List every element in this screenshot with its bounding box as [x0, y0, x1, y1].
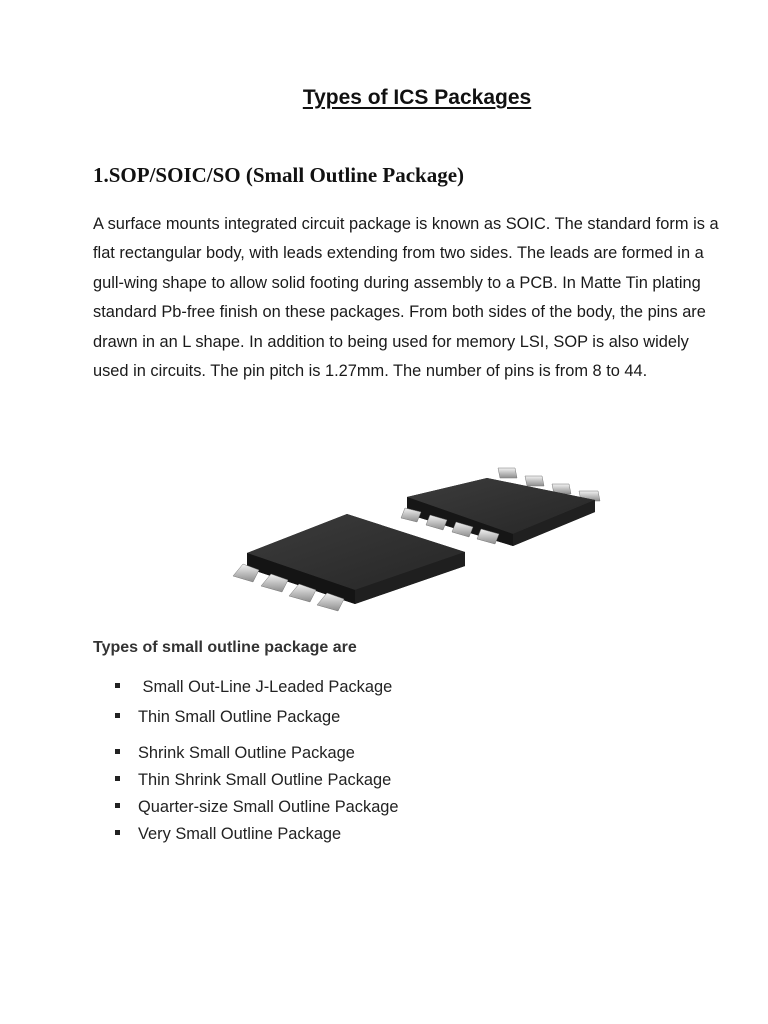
soic-chip-front [233, 514, 465, 611]
bullet-icon [115, 776, 120, 781]
list-item: Shrink Small Outline Package [115, 744, 355, 763]
list-item: Quarter-size Small Outline Package [115, 798, 399, 817]
list-item: Very Small Outline Package [115, 825, 341, 844]
bullet-icon [115, 683, 120, 688]
page-title: Types of ICS Packages [302, 86, 532, 109]
list-item: Thin Small Outline Package [115, 708, 340, 727]
soic-chips-image [225, 460, 610, 620]
bullet-icon [115, 803, 120, 808]
bullet-icon [115, 713, 120, 718]
list-item: Thin Shrink Small Outline Package [115, 771, 391, 790]
body-paragraph: A surface mounts integrated circuit package is known as SOIC. The standard form is a flat rectangular body, with leads extending from two sides. The leads are formed in a gull-wing shape to allow solid footing during assembly to a PCB. In Matte Tin plating standard Pb-free finish on these packages. From both sides of the body, the pins are drawn in an L shape. In addition to being used for memory LSI, SOP is also widely used in circuits. The pin pitch is 1.27mm. The number of pins is from 8 to 44. [93, 215, 719, 381]
section-heading: 1.SOP/SOIC/SO (Small Outline Package) [93, 163, 465, 187]
bullet-icon [115, 830, 120, 835]
bullet-icon [115, 749, 120, 754]
list-item: Small Out-Line J-Leaded Package [115, 678, 392, 697]
types-heading: Types of small outline package are [93, 639, 357, 656]
soic-chip-back [401, 468, 600, 546]
